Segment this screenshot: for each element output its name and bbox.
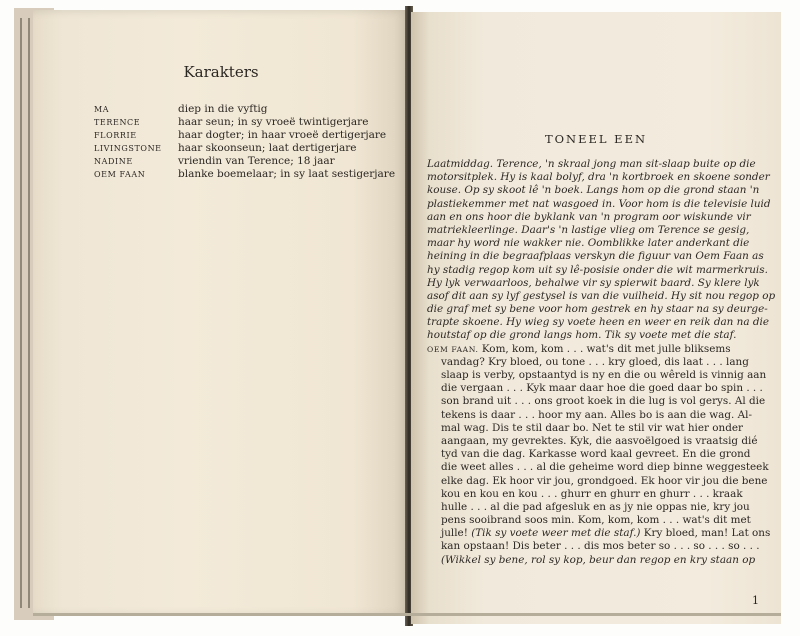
dialogue-first-line: [427, 343, 773, 356]
cast-entry: [94, 103, 404, 116]
dialogue-text: julle!: [441, 527, 472, 540]
dialogue-line: tyd van die dag. Karkasse word kaal gevreet. En die grond: [441, 448, 751, 461]
stage-direction-line: houtstaf op die grond langs hom. Tik sy voete met die staf.: [427, 329, 737, 342]
dialogue-line: tekens is daar . . . hoor my aan. Alles bo is aan die wag. Al-: [441, 408, 752, 421]
cast-name: NADINE: [94, 157, 133, 166]
scene-heading: TONEEL EEN: [544, 132, 648, 146]
cast-description: haar skoonseun; laat dertigerjare: [178, 142, 357, 154]
cast-description: haar seun; in sy vroeë twintigerjare: [178, 116, 369, 128]
stage-direction-line: trapte skoene. Hy wieg sy voete heen en weer en reik dan na die: [427, 316, 769, 329]
cast-name: TERENCE: [94, 118, 141, 127]
dialogue-line: hulle . . . al die pad afgesluk en as jy nie oppas nie, kry jou: [441, 500, 750, 513]
cast-entry: [94, 129, 404, 142]
bottom-page-edge: [33, 613, 781, 616]
stage-direction-line: maar hy word nie wakker nie. Oomblikke later anderkant die: [427, 237, 750, 250]
left-page: [33, 10, 409, 616]
cast-description: haar dogter; in haar vroeë dertigerjare: [178, 129, 387, 141]
cast-name: OEM FAAN: [94, 170, 146, 179]
stage-direction-line: (Wikkel sy bene, rol sy kop, beur dan regop en kry staan op: [441, 553, 756, 566]
stage-direction-line: Laatmiddag. Terence, 'n skraal jong man sit-slaap buite op die: [427, 158, 756, 170]
play-text: [427, 158, 776, 567]
cast-description: diep in die vyftig: [178, 103, 268, 115]
dialogue-line: pens sooibrand soos min. Kom, kom, kom . . . wat's dit met: [441, 514, 751, 527]
dialogue-line: aangaan, my gevrektes. Kyk, die aasvoëlgoed is vraatsig dié: [441, 434, 758, 447]
dialogue-line: slaap is verby, opstaantyd is ny en die ou wêreld is vinnig aan: [441, 369, 767, 381]
stage-direction-line: kouse. Op sy skoot lê 'n boek. Langs hom op die grond staan 'n: [427, 184, 760, 197]
stage-direction-line: aan en ons hoor die byklank van 'n program oor wiskunde vir: [427, 210, 751, 223]
inline-stage-direction: (Tik sy voete weer met die staf.): [471, 527, 641, 540]
stage-direction-line: die graf met sy bene voor hom gestrek en hy staar na sy deurge-: [427, 303, 768, 316]
dialogue-line: kan opstaan! Dis beter . . . dis mos beter so . . . so . . . so . . .: [441, 540, 760, 553]
stage-direction-line: asof dit aan sy lyf gestysel is van die vuilheid. Hy sit nou regop op: [427, 289, 776, 302]
cast-description: vriendin van Terence; 18 jaar: [178, 155, 335, 167]
dialogue-line: mal wag. Dis te stil daar bo. Net te stil vir wat hier onder: [441, 421, 744, 434]
dialogue-mixed-line: [427, 527, 773, 540]
dialogue-text: Kom, kom, kom . . . wat's dit met julle bliksems: [481, 342, 731, 355]
dialogue-line: vandag? Kry bloed, ou tone . . . kry gloed, dis laat . . . lang: [441, 355, 749, 368]
cast-entry: [94, 168, 404, 181]
cast-name: MA: [94, 105, 110, 114]
cast-description: blanke boemelaar; in sy laat sestigerjare: [178, 168, 396, 180]
dialogue-line: elke dag. Ek hoor vir jou, grondgoed. Ek hoor vir jou die bene: [441, 474, 768, 487]
stage-direction-line: plastiekemmer met nat wasgoed in. Voor hom is die televisie luid: [427, 197, 771, 210]
characters-title: Karakters: [183, 63, 259, 81]
dialogue-line: kou en kou en kou . . . ghurr en ghurr en ghurr . . . kraak: [441, 487, 743, 500]
cast-name: FLORRIE: [94, 131, 137, 140]
cast-entry: [94, 155, 404, 168]
cast-entry: [94, 116, 404, 129]
dialogue-line: son brand uit . . . ons groot koek in die lug is vol gerys. Al die: [441, 395, 766, 408]
dialogue-text: Kry bloed, man! Lat ons: [640, 527, 771, 540]
stage-direction-line: Hy lyk verwaarloos, behalwe vir sy spierwit baard. Sy klere lyk: [427, 276, 760, 289]
speaker-name: OEM FAAN.: [427, 344, 479, 354]
cast-list: [94, 103, 404, 181]
right-page: [411, 12, 781, 624]
dialogue-line: die vergaan . . . Kyk maar daar hoe die goed daar bo spin . . .: [441, 382, 763, 395]
stage-direction-line: motorsitplek. Hy is kaal bolyf, dra 'n kortbroek en skoene sonder: [427, 171, 770, 184]
page-number: 1: [752, 594, 759, 607]
stage-direction-line: heining in die begraafplaas verskyn die figuur van Oem Faan as: [427, 250, 764, 263]
stage-direction-line: matriekleerlinge. Daar's 'n lastige vlieg om Terence se gesig,: [427, 223, 750, 236]
cast-entry: [94, 142, 404, 155]
dialogue-line: die weet alles . . . al die geheime word diep binne weggesteek: [441, 461, 769, 474]
stage-direction-line: hy stadig regop kom uit sy lê-posisie onder die wit marmerkruis.: [427, 263, 768, 276]
cast-name: LIVINGSTONE: [94, 144, 162, 153]
